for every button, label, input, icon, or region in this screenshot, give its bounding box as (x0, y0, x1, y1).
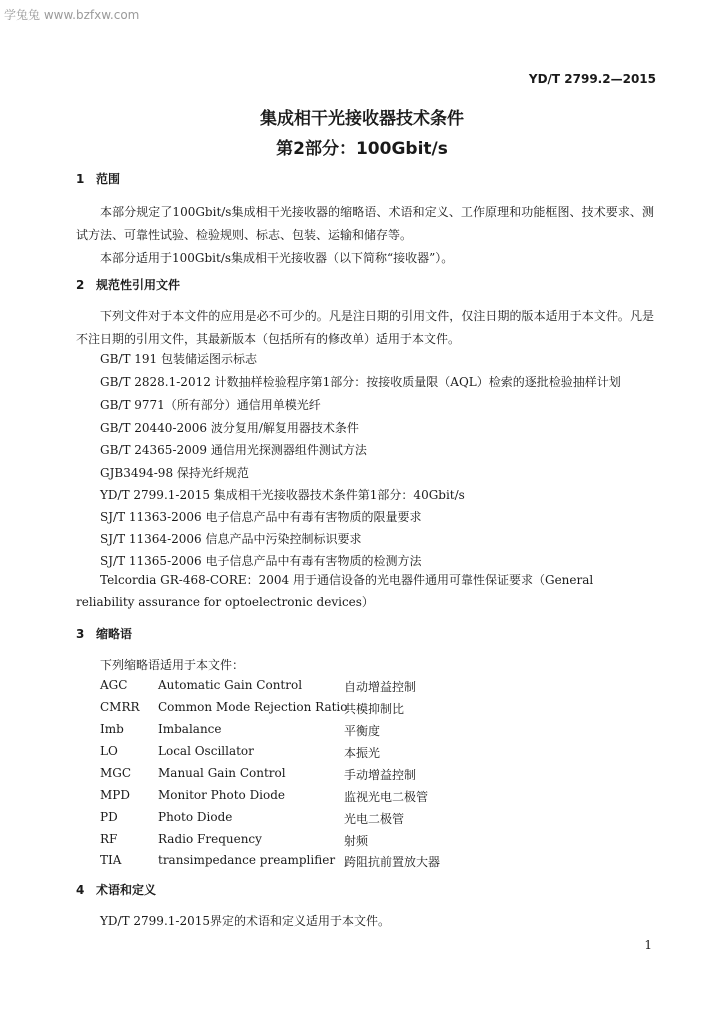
abbreviation-chinese: 光电二极管 (344, 812, 405, 826)
abbreviation-english: transimpedance preamplifier (158, 853, 336, 867)
reference-item: SJ/T 11363-2006 电子信息产品中有毒有害物质的限量要求 (100, 510, 422, 524)
section-title: 范围 (96, 172, 121, 186)
abbreviation-english: Local Oscillator (158, 744, 254, 758)
reference-item: SJ/T 11365-2006 电子信息产品中有毒有害物质的检测方法 (100, 554, 422, 568)
section-title: 规范性引用文件 (96, 278, 181, 292)
abbreviation-code: CMRR (100, 700, 140, 714)
section-4-heading (76, 881, 156, 898)
reference-item: GB/T 20440-2006 波分复用/解复用器技术条件 (100, 421, 359, 435)
document-title: 集成相干光接收器技术条件 (260, 109, 464, 129)
section-1-heading (76, 170, 120, 187)
abbreviation-english: Manual Gain Control (158, 766, 286, 780)
section-number: 2 (76, 278, 85, 292)
section-number: 4 (76, 883, 85, 897)
abbreviation-code: PD (100, 810, 118, 824)
abbreviation-chinese: 共模抑制比 (344, 702, 405, 716)
section-title: 缩略语 (96, 627, 133, 641)
section-number: 3 (76, 627, 85, 641)
section-number: 1 (76, 172, 85, 186)
section-2-heading (76, 276, 180, 293)
abbreviation-code: MPD (100, 788, 130, 802)
section-3-heading (76, 625, 132, 642)
abbreviation-code: MGC (100, 766, 132, 780)
abbreviation-english: Automatic Gain Control (158, 678, 303, 692)
section-1-paragraph-2: 本部分适用于100Gbit/s集成相干光接收器（以下简称“接收器”）。 (100, 251, 454, 265)
section-3-intro: 下列缩略语适用于本文件： (100, 658, 245, 672)
reference-item: GB/T 2828.1-2012 计数抽样检验程序第1部分：按接收质量限（AQL）检索的逐批检验抽样计划 (100, 375, 621, 389)
document-code: YD/T 2799.2—2015 (528, 72, 656, 86)
page-number: 1 (644, 938, 652, 952)
section-1-paragraph-1: 本部分规定了100Gbit/s集成相干光接收器的缩略语、术语和定义、工作原理和功能框图、技术要求、测试方法、可靠性试验、检验规则、标志、包装、运输和储存等。 (76, 205, 654, 242)
abbreviation-english: Photo Diode (158, 810, 233, 824)
reference-item: YD/T 2799.1-2015 集成相干光接收器技术条件第1部分：40Gbit/s (100, 488, 465, 502)
section-2-intro: 下列文件对于本文件的应用是必不可少的。凡是注日期的引用文件，仅注日期的版本适用于本文件。凡是不注日期的引用文件，其最新版本（包括所有的修改单）适用于本文件。 (76, 309, 654, 346)
section-title: 术语和定义 (96, 883, 157, 897)
reference-item: SJ/T 11364-2006 信息产品中污染控制标识要求 (100, 532, 362, 546)
abbreviation-chinese: 射频 (344, 834, 369, 848)
abbreviation-code: LO (100, 744, 118, 758)
watermark: 学兔兔 www.bzfxw.com (4, 8, 140, 22)
reference-item: GB/T 24365-2009 通信用光探测器组件测试方法 (100, 443, 367, 457)
abbreviation-english: Radio Frequency (158, 832, 262, 846)
abbreviation-chinese: 本振光 (344, 746, 381, 760)
reference-item: GJB3494-98 保持光纤规范 (100, 466, 249, 480)
abbreviation-chinese: 监视光电二极管 (344, 790, 429, 804)
abbreviation-chinese: 平衡度 (344, 724, 381, 738)
abbreviation-code: AGC (100, 678, 128, 692)
abbreviation-chinese: 手动增益控制 (344, 768, 417, 782)
abbreviation-chinese: 跨阻抗前置放大器 (344, 855, 441, 869)
abbreviation-english: Imbalance (158, 722, 222, 736)
abbreviation-english: Common Mode Rejection Ratio (158, 700, 348, 714)
reference-item-telcordia: Telcordia GR-468-CORE：2004 用于通信设备的光电器件通用可靠性保证要求（General reliability assurance for optoelectronic devices） (76, 573, 594, 609)
document-subtitle: 第2部分：100Gbit/s (276, 139, 448, 159)
reference-item: GB/T 9771（所有部分）通信用单模光纤 (100, 398, 321, 412)
section-4-paragraph: YD/T 2799.1-2015界定的术语和定义适用于本文件。 (100, 914, 390, 928)
abbreviation-chinese: 自动增益控制 (344, 680, 417, 694)
reference-item: GB/T 191 包装储运图示标志 (100, 352, 257, 366)
abbreviation-code: TIA (100, 853, 122, 867)
abbreviation-english: Monitor Photo Diode (158, 788, 286, 802)
abbreviation-code: RF (100, 832, 118, 846)
abbreviation-code: Imb (100, 722, 124, 736)
